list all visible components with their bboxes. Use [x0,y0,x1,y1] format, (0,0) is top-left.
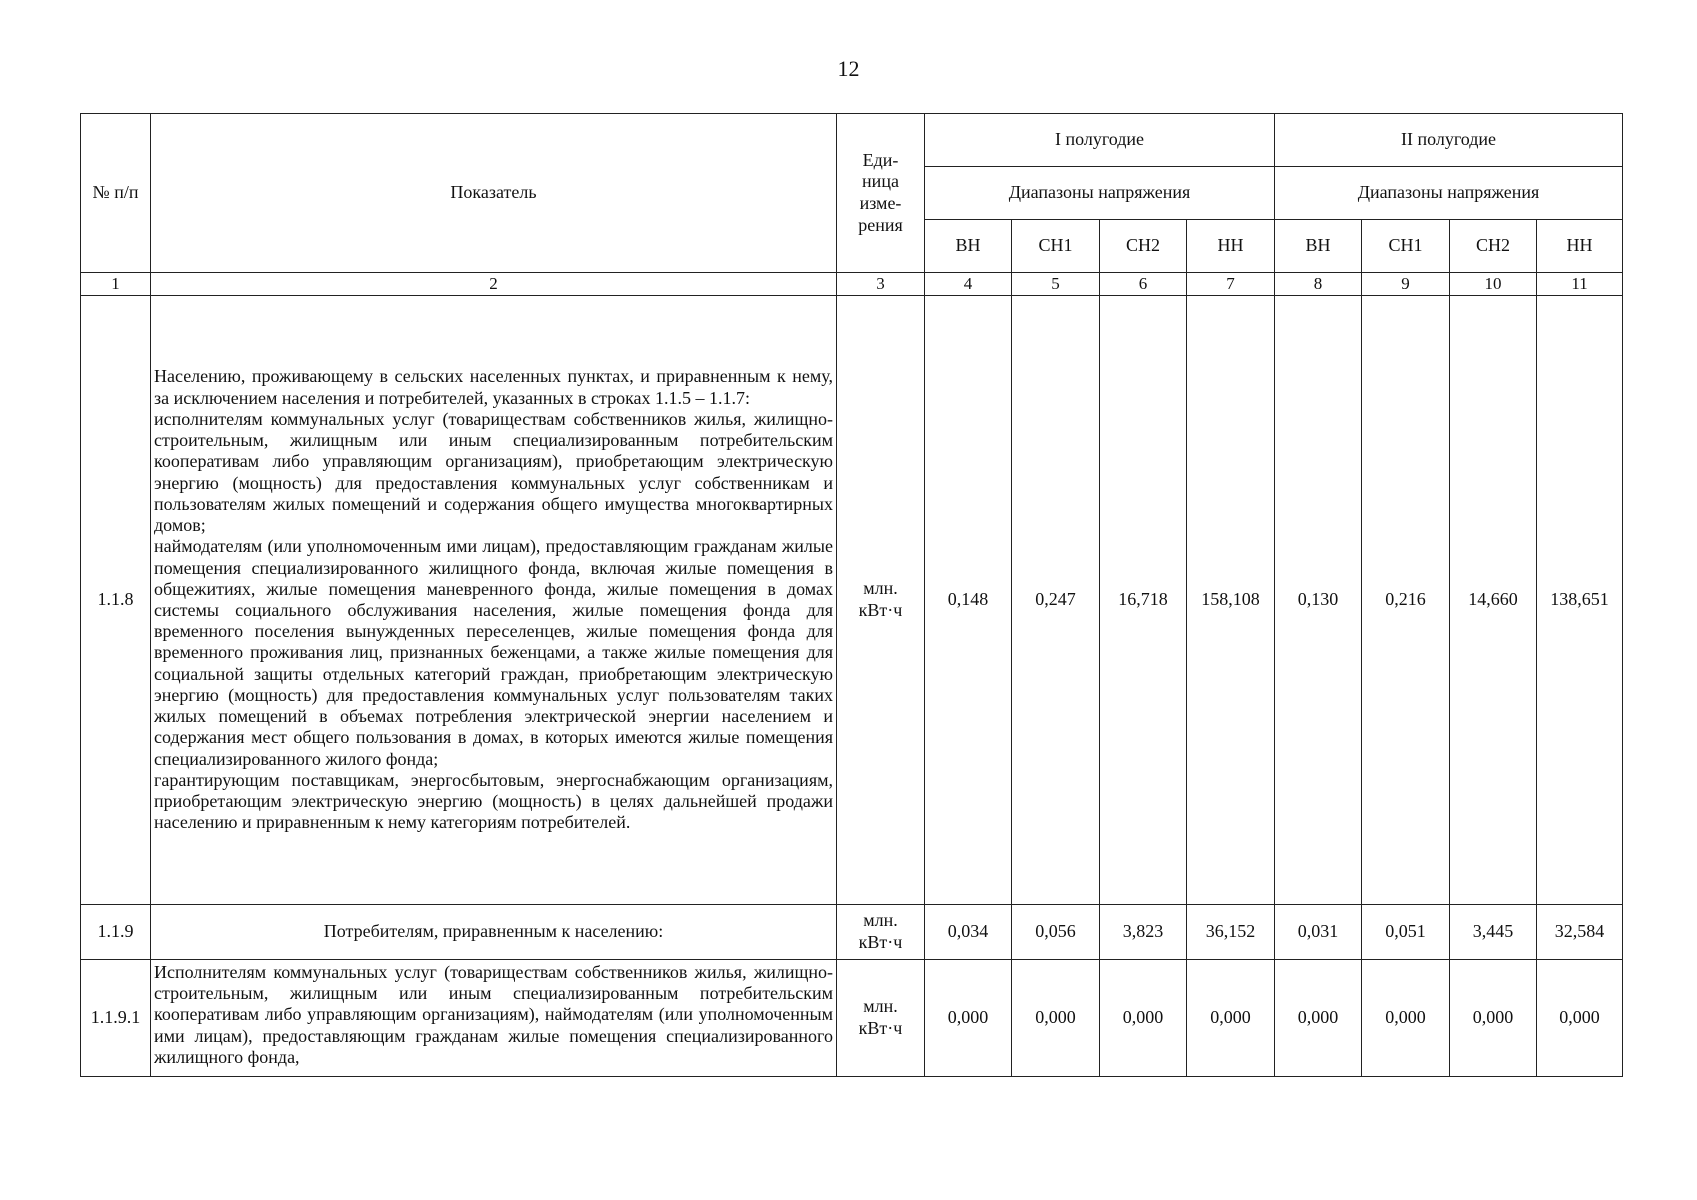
table-row [81,905,1623,960]
value-cell: 3,445 [1450,905,1537,960]
voltage-level: НН [1537,220,1623,273]
value-cell: 16,718 [1100,296,1187,905]
value-cell: 0,000 [925,960,1012,1077]
value-cell: 0,247 [1012,296,1100,905]
row-number: 1.1.8 [81,296,151,905]
tariff-balance-table [80,113,1623,1077]
value-cell: 158,108 [1187,296,1275,905]
value-cell: 0,000 [1012,960,1100,1077]
value-cell: 0,000 [1362,960,1450,1077]
row-unit: млн. кВт·ч [837,296,925,905]
description-paragraph: Населению, проживающему в сельских населенных пунктах, и приравненным к нему, за исключением населения и потребителей, указанных в строках 1.1.5 – 1.1.7: [154,366,833,408]
voltage-level: НН [1187,220,1275,273]
header-voltage-ranges-1: Диапазоны напряжения [925,167,1275,220]
voltage-level: СН1 [1362,220,1450,273]
value-cell: 14,660 [1450,296,1537,905]
value-cell: 0,000 [1100,960,1187,1077]
description-paragraph: исполнителям коммунальных услуг (товариществам собственников жилья, жилищно-строительным, жилищным или иным специализированным потребительским кооперативам либо управляющим организациям), приобретающим электрическую энергию (мощность) для предоставления коммунальных услуг собственникам и пользователям жилых помещений и содержания общего имущества многоквартирных домов; [154,408,833,536]
header-half-1: I полугодие [925,114,1275,167]
column-number: 10 [1450,273,1537,296]
column-number: 8 [1275,273,1362,296]
table-row [81,296,1623,905]
column-number: 1 [81,273,151,296]
value-cell: 0,216 [1362,296,1450,905]
value-cell: 0,000 [1537,960,1623,1077]
row-unit: млн. кВт·ч [837,905,925,960]
value-cell: 36,152 [1187,905,1275,960]
voltage-level: ВН [925,220,1012,273]
column-number: 2 [151,273,837,296]
value-cell: 0,034 [925,905,1012,960]
value-cell: 32,584 [1537,905,1623,960]
column-number: 4 [925,273,1012,296]
row-description [151,960,837,1077]
column-number: 11 [1537,273,1623,296]
header-unit: Еди- ница изме- рения [837,114,925,273]
header-half-2: II полугодие [1275,114,1623,167]
column-number: 9 [1362,273,1450,296]
voltage-level: СН2 [1450,220,1537,273]
description-paragraph: гарантирующим поставщикам, энергосбытовым, энергоснабжающим организациям, приобретающим электрическую энергию (мощность) в целях дальнейшей продажи населению и приравненным к нему категориям потребителей. [154,769,833,833]
value-cell: 0,000 [1187,960,1275,1077]
row-number: 1.1.9.1 [81,960,151,1077]
column-number: 6 [1100,273,1187,296]
page-number: 12 [837,56,860,81]
voltage-level: СН1 [1012,220,1100,273]
value-cell: 0,056 [1012,905,1100,960]
voltage-level: ВН [1275,220,1362,273]
column-number-row [81,273,1623,296]
header-number: № п/п [81,114,151,273]
row-description [151,296,837,905]
value-cell: 0,000 [1275,960,1362,1077]
description-paragraph: наймодателям (или уполномоченным ими лицам), предоставляющим гражданам жилые помещения специализированного жилищного фонда, включая жилые помещения в общежитиях, жилые помещения маневренного фонда, жилые помещения в домах системы социального обслуживания населения, жилые помещения фонда для временного поселения вынужденных переселенцев, жилые помещения фонда для временного проживания лиц, признанных беженцами, а также жилые помещения для социальной защиты отдельных категорий граждан, приобретающим электрическую энергию (мощность) для предоставления коммунальных услуг пользователям таких жилых помещений в объемах потребления электрической энергии населением и содержания мест общего пользования в домах, в которых имеются жилые помещения специализированного жилого фонда; [154,536,833,769]
header-voltage-ranges-2: Диапазоны напряжения [1275,167,1623,220]
value-cell: 0,031 [1275,905,1362,960]
value-cell: 0,130 [1275,296,1362,905]
value-cell: 3,823 [1100,905,1187,960]
column-number: 7 [1187,273,1275,296]
value-cell: 0,000 [1450,960,1537,1077]
description-paragraph: Исполнителям коммунальных услуг (товариществам собственников жилья, жилищно-строительным, жилищным или иным специализированным потребительским кооперативам либо управляющим организациям), наймодателям (или уполномоченным ими лицам), предоставляющим гражданам жилые помещения специализированного жилищного фонда, [154,962,833,1067]
column-number: 3 [837,273,925,296]
row-number: 1.1.9 [81,905,151,960]
row-unit: млн. кВт·ч [837,960,925,1077]
value-cell: 0,148 [925,296,1012,905]
header-indicator: Показатель [151,114,837,273]
value-cell: 138,651 [1537,296,1623,905]
voltage-level: СН2 [1100,220,1187,273]
value-cell: 0,051 [1362,905,1450,960]
table-row [81,960,1623,1077]
row-description: Потребителям, приравненным к населению: [151,905,837,960]
column-number: 5 [1012,273,1100,296]
